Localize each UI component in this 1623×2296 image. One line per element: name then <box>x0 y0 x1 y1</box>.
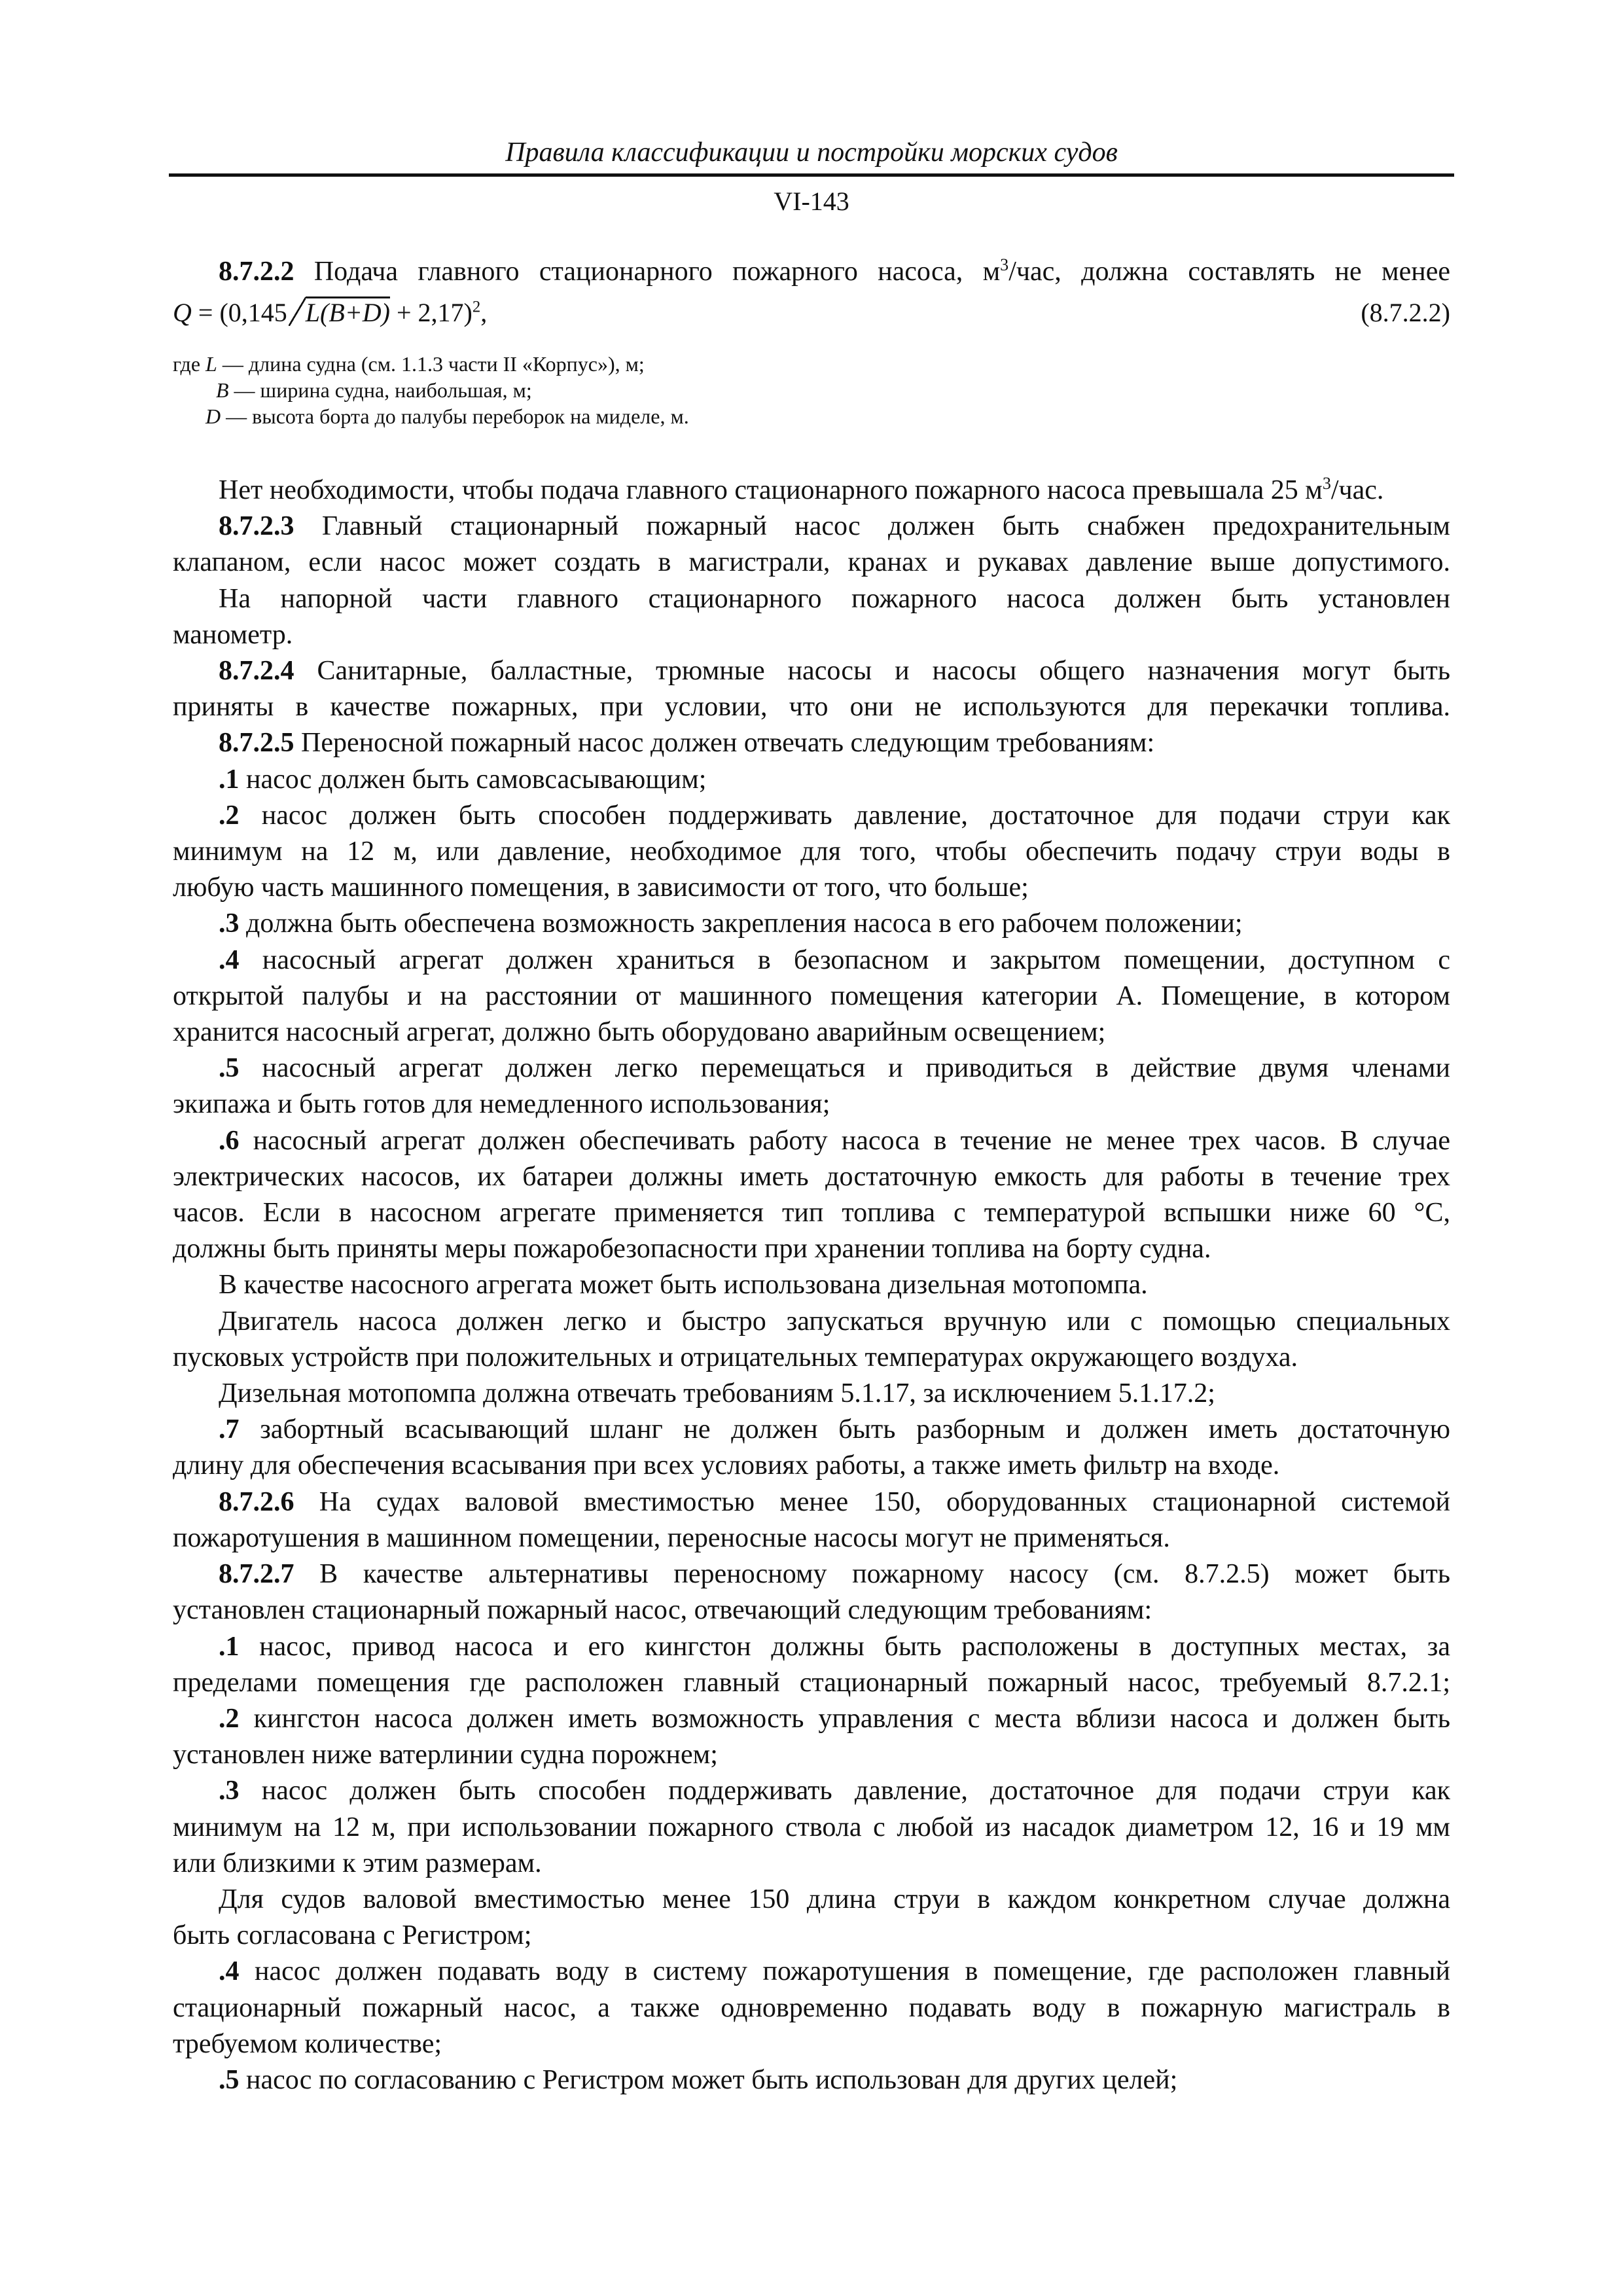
text-line: 8.7.2.4 Санитарные, балластные, трюмные насосы и насосы общего назначения могут быть <box>219 656 1450 687</box>
text-line: Двигатель насоса должен легко и быстро запускаться вручную или с помощью специальных <box>219 1306 1450 1336</box>
text-line: 8.7.2.3 Главный стационарный пожарный насос должен быть снабжен предохранительным <box>219 511 1450 542</box>
text-line: требуемом количестве; <box>173 2028 442 2059</box>
text-line: 8.7.2.5 Переносной пожарный насос должен отвечать следующим требованиям: <box>219 728 1155 759</box>
paragraph-8-7-2-2 <box>173 254 1450 290</box>
text-line: любую часть машинного помещения, в зависимости от того, что больше; <box>173 872 1029 903</box>
text-line: открытой палубы и на расстоянии от машинного помещения категории А. Помещение, в котором <box>173 980 1450 1011</box>
formula-reference: (8.7.2.2) <box>1361 298 1450 327</box>
text-line: 8.7.2.2 Подача главного стационарного пожарного насоса, $м^3$/час, должна составлять не менее <box>219 255 1450 287</box>
text-line: 8.7.2.6 На судах валовой вместимостью менее 150, оборудованных стационарной системой <box>219 1486 1450 1517</box>
legend-item: D — высота борта до палубы переборок на миделе, м. <box>205 404 689 428</box>
text-line: .3 насос должен быть способен поддерживать давление, достаточное для подачи струи как <box>219 1776 1450 1806</box>
text-line: пожаротушения в машинном помещении, переносные насосы могут не применяться. <box>173 1522 1170 1553</box>
item-number: .6 <box>219 1125 240 1156</box>
text-line: 8.7.2.7 В качестве альтернативы переносному пожарному насосу (см. 8.7.2.5) может быть <box>219 1559 1450 1590</box>
text-line: установлен стационарный пожарный насос, отвечающий следующим требованиям: <box>173 1595 1152 1626</box>
text-line: .1 насос, привод насоса и его кингстон должны быть расположены в доступных местах, за <box>219 1631 1450 1662</box>
item-number: .1 <box>219 1631 240 1662</box>
text-line: установлен ниже ватерлинии судна порожнем; <box>173 1740 718 1770</box>
item-number: .2 <box>219 800 240 831</box>
text-line: или близкими к этим размерам. <box>173 1848 542 1878</box>
text-line: должны быть приняты меры пожаробезопасности при хранении топлива на борту судна. <box>173 1234 1211 1265</box>
legend-item: B — ширина судна, наибольшая, м; <box>216 378 532 402</box>
text-line: Дизельная мотопомпа должна отвечать требованиям 5.1.17, за исключением 5.1.17.2; <box>219 1378 1215 1409</box>
body-text <box>173 473 1450 2098</box>
formula-8-7-2-2 <box>173 295 1450 334</box>
text-line: .5 насосный агрегат должен легко перемещаться и приводиться в действие двумя членами <box>219 1053 1450 1084</box>
text-line: .2 кингстон насоса должен иметь возможность управления с места вблизи насоса и должен быть <box>219 1703 1450 1734</box>
header-divider <box>169 173 1454 177</box>
clause-number: 8.7.2.3 <box>219 511 294 542</box>
item-number: .4 <box>219 1956 240 1987</box>
text-line: Нет необходимости, чтобы подача главного стационарного пожарного насоса превышала 25 $м^3$/час. <box>219 474 1384 505</box>
item-number: .5 <box>219 2064 240 2095</box>
text-line: стационарный пожарный насос, а также одновременно подавать воду в пожарную магистраль в <box>173 1992 1450 2023</box>
text-line: приняты в качестве пожарных, при условии, что они не используются для перекачки топлива. <box>173 692 1450 723</box>
text-line: Для судов валовой вместимостью менее 150 длина струи в каждом конкретном случае должна <box>219 1884 1450 1914</box>
square-root: L(B+D) <box>287 295 390 331</box>
text-line: .1 насос должен быть самовсасывающим; <box>219 764 707 795</box>
clause-number: 8.7.2.2 <box>219 257 294 287</box>
formula-legend <box>173 351 1450 429</box>
text-line: .2 насос должен быть способен поддерживать давление, достаточное для подачи струи как <box>219 800 1450 831</box>
text-line: пределами помещения где расположен главный стационарный пожарный насос, требуемый 8.7.2.1; <box>173 1667 1450 1698</box>
item-number: .1 <box>219 764 240 795</box>
text-line: пусковых устройств при положительных и отрицательных температурах окружающего воздуха. <box>173 1342 1298 1372</box>
item-number: .4 <box>219 944 240 975</box>
text-line: электрических насосов, их батареи должны иметь достаточную емкость для работы в течение трех <box>173 1161 1450 1192</box>
text-line: .3 должна быть обеспечена возможность закрепления насоса в его рабочем положении; <box>219 908 1243 939</box>
text-line: На напорной части главного стационарного пожарного насоса должен быть установлен <box>219 583 1450 614</box>
clause-number: 8.7.2.4 <box>219 656 294 687</box>
formula-expression: Q = (0,145 L(B+D) + 2,17)$^2$, <box>173 295 487 331</box>
text-line: клапаном, если насос может создать в магистрали, кранах и рукавах давление выше допустимого. <box>173 547 1450 578</box>
text-line: манометр. <box>173 619 293 650</box>
clause-number: 8.7.2.6 <box>219 1486 294 1517</box>
text-line: В качестве насосного агрегата может быть использована дизельная мотопомпа. <box>219 1270 1148 1300</box>
item-number: .5 <box>219 1053 240 1084</box>
page-number: VI-143 <box>774 187 849 216</box>
clause-number: 8.7.2.5 <box>219 728 294 759</box>
item-number: .2 <box>219 1703 240 1734</box>
text-line: .4 насос должен подавать воду в систему пожаротушения в помещение, где расположен главный <box>219 1956 1450 1987</box>
text-line: длину для обеспечения всасывания при всех условиях работы, а также иметь фильтр на входе. <box>173 1450 1280 1481</box>
text-line: .7 забортный всасывающий шланг не должен быть разборным и должен иметь достаточную <box>219 1414 1450 1445</box>
text-line: экипажа и быть готов для немедленного использования; <box>173 1089 830 1120</box>
clause-number: 8.7.2.7 <box>219 1559 294 1590</box>
legend-item: где L — длина судна (см. 1.1.3 части II «Корпус»), м; <box>173 352 645 376</box>
text-line: хранится насосный агрегат, должно быть оборудовано аварийным освещением; <box>173 1017 1106 1048</box>
text-line: минимум на 12 м, при использовании пожарного ствола с любой из насадок диаметром 12, 16 и 19 мм <box>173 1812 1450 1842</box>
text-line: минимум на 12 м, или давление, необходимое для того, чтобы обеспечить подачу струи воды в <box>173 836 1450 867</box>
text-line: .4 насосный агрегат должен храниться в безопасном и закрытом помещении, доступном с <box>219 944 1450 975</box>
text-line: часов. Если в насосном агрегате применяется тип топлива с температурой вспышки ниже 60 °С, <box>173 1198 1450 1229</box>
text-line: .6 насосный агрегат должен обеспечивать работу насоса в течение не менее трех часов. В случае <box>219 1125 1450 1156</box>
text-line: .5 насос по согласованию с Регистром может быть использован для других целей; <box>219 2064 1178 2095</box>
item-number: .7 <box>219 1414 240 1445</box>
item-number: .3 <box>219 908 240 939</box>
item-number: .3 <box>219 1776 240 1806</box>
text-line: быть согласована с Регистром; <box>173 1920 532 1951</box>
running-header-title: Правила классификации и постройки морских судов <box>505 137 1118 168</box>
